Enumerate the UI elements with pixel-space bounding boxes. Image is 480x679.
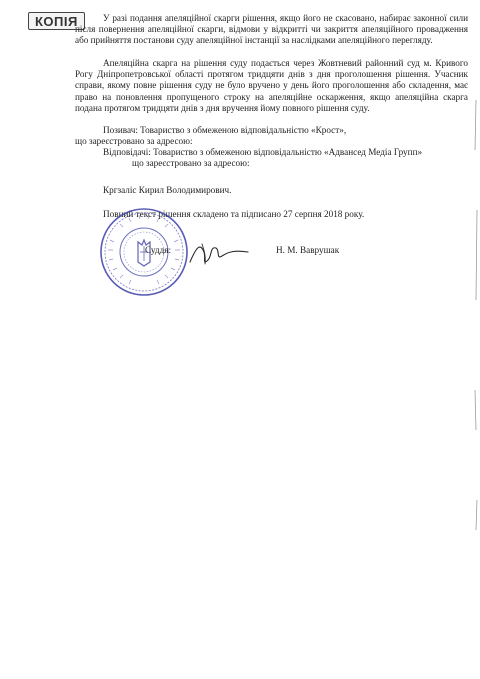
judge-label: Суддя: xyxy=(145,245,172,255)
judge-name: Н. М. Ваврушак xyxy=(276,245,340,255)
full-text-note: Повний текст рішення складено та підписано 27 серпня 2018 року. xyxy=(103,209,365,219)
judge-signature-icon xyxy=(186,236,250,270)
plaintiff-address: що зареєстровано за адресою: xyxy=(75,136,193,146)
third-party-name: Кргзаліс Кирил Володимирович. xyxy=(103,185,232,195)
defendants-address: що зареєстровано за адресою: xyxy=(132,158,250,168)
copy-stamp: КОПІЯ xyxy=(28,12,85,30)
paragraph-appeal-effect: У разі подання апеляційної скарги рішення, якщо його не скасовано, набирає законної сили після повернення апеляційної скарги, відмови у відкритті чи закриття апеляційного провадження або прийняття постанови суду апеляційної інстанції за наслідками апеляційного перегляду. xyxy=(75,13,468,46)
paragraph-appeal-procedure: Апеляційна скарга на рішення суду подається через Жовтневий районний суд м. Кривого Рогу Дніпропетровської області протягом тридцяти днів з дня проголошення рішення. Учасник справи, якому повне рішення суду не було вручено у день його проголошення або складення, має право на поновлення пропущеного строку на апеляційне оскарження, якщо апеляційна скарга подана протягом тридцяти днів з дня вручення йому повного рішення суду. xyxy=(75,58,468,113)
plaintiff-line: Позивач: Товариство з обмеженою відповідальністю «Крост», xyxy=(103,125,347,135)
defendants-line: Відповідачі: Товариство з обмеженою відповідальністю «Адвансед Медіа Групп» xyxy=(103,147,423,157)
scan-edge-marks xyxy=(466,90,480,650)
court-seal-icon xyxy=(98,206,190,298)
